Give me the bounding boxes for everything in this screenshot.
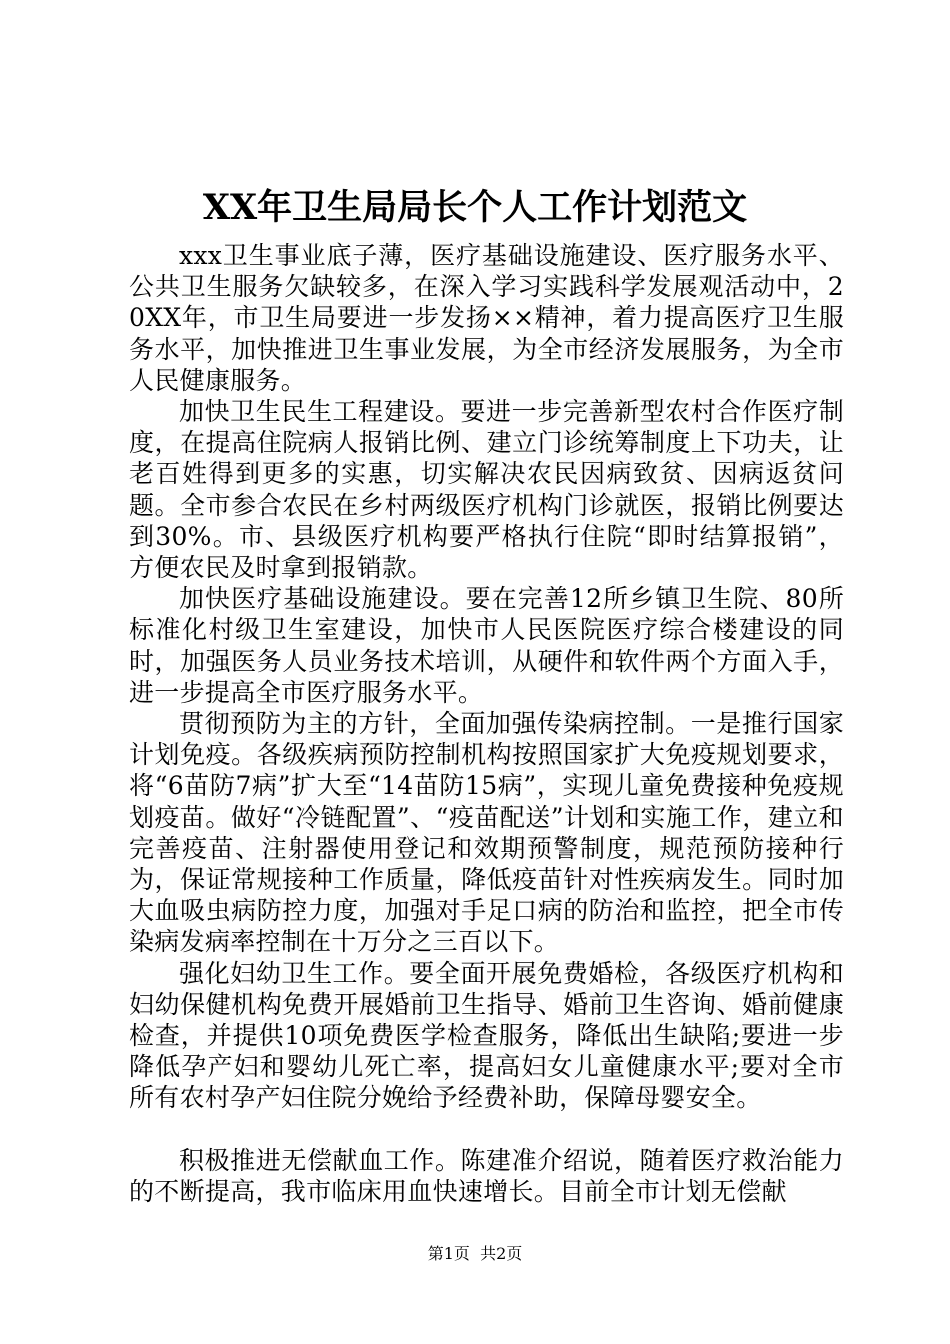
paragraph-disease-control: 贯彻预防为主的方针，全面加强传染病控制。一是推行国家计划免疫。各级疾病预防控制机构按照国家扩大免疫规划要求，将“6苗防7病”扩大至“14苗防15病”，实现儿童免费接种免疫规划疫苗。做好“冷链配置”、“疫苗配送”计划和实施工作，建立和完善疫苗、注射器使用登记和效期预警制度，规范预防接种行为，保证常规接种工作质量，降低疫苗针对性疾病发生。同时加大血吸虫病防控力度，加强对手足口病的防治和监控，把全市传染病发病率控制在十万分之三百以下。 <box>129 709 844 957</box>
paragraph-intro: xxx卫生事业底子薄，医疗基础设施建设、医疗服务水平、公共卫生服务欠缺较多，在深入学习实践科学发展观活动中，20XX年，市卫生局要进一步发扬××精神，着力提高医疗卫生服务水平，加快推进卫生事业发展，为全市经济发展服务，为全市人民健康服务。 <box>129 241 844 395</box>
paragraph-rural-health: 加快卫生民生工程建设。要进一步完善新型农村合作医疗制度，在提高住院病人报销比例、建立门诊统筹制度上下功夫，让老百姓得到更多的实惠，切实解决农民因病致贫、因病返贫问题。全市参合农民在乡村两级医疗机构门诊就医，报销比例要达到30%。市、县级医疗机构要严格执行住院“即时结算报销”，方便农民及时拿到报销款。 <box>129 397 844 583</box>
page-footer <box>0 1243 950 1265</box>
paragraph-blood-donation: 积极推进无偿献血工作。陈建准介绍说，随着医疗救治能力的不断提高，我市临床用血快速增长。目前全市计划无偿献 <box>129 1145 844 1206</box>
paragraph-infrastructure: 加快医疗基础设施建设。要在完善12所乡镇卫生院、80所标准化村级卫生室建设，加快市人民医院医疗综合楼建设的同时，加强医务人员业务技术培训，从硬件和软件两个方面入手，进一步提高全市医疗服务水平。 <box>129 584 844 707</box>
document-title: XX年卫生局局长个人工作计划范文 <box>202 187 748 228</box>
page-number: 第1页 <box>427 1244 470 1263</box>
page-total: 共2页 <box>480 1244 523 1263</box>
document-body <box>129 240 844 1207</box>
paragraph-maternal-child: 强化妇幼卫生工作。要全面开展免费婚检，各级医疗机构和妇幼保健机构免费开展婚前卫生指导、婚前卫生咨询、婚前健康检查，并提供10项免费医学检查服务，降低出生缺陷;要进一步降低孕产妇和婴幼儿死亡率，提高妇女儿童健康水平;要对全市所有农村孕产妇住院分娩给予经费补助，保障母婴安全。 <box>129 958 844 1113</box>
